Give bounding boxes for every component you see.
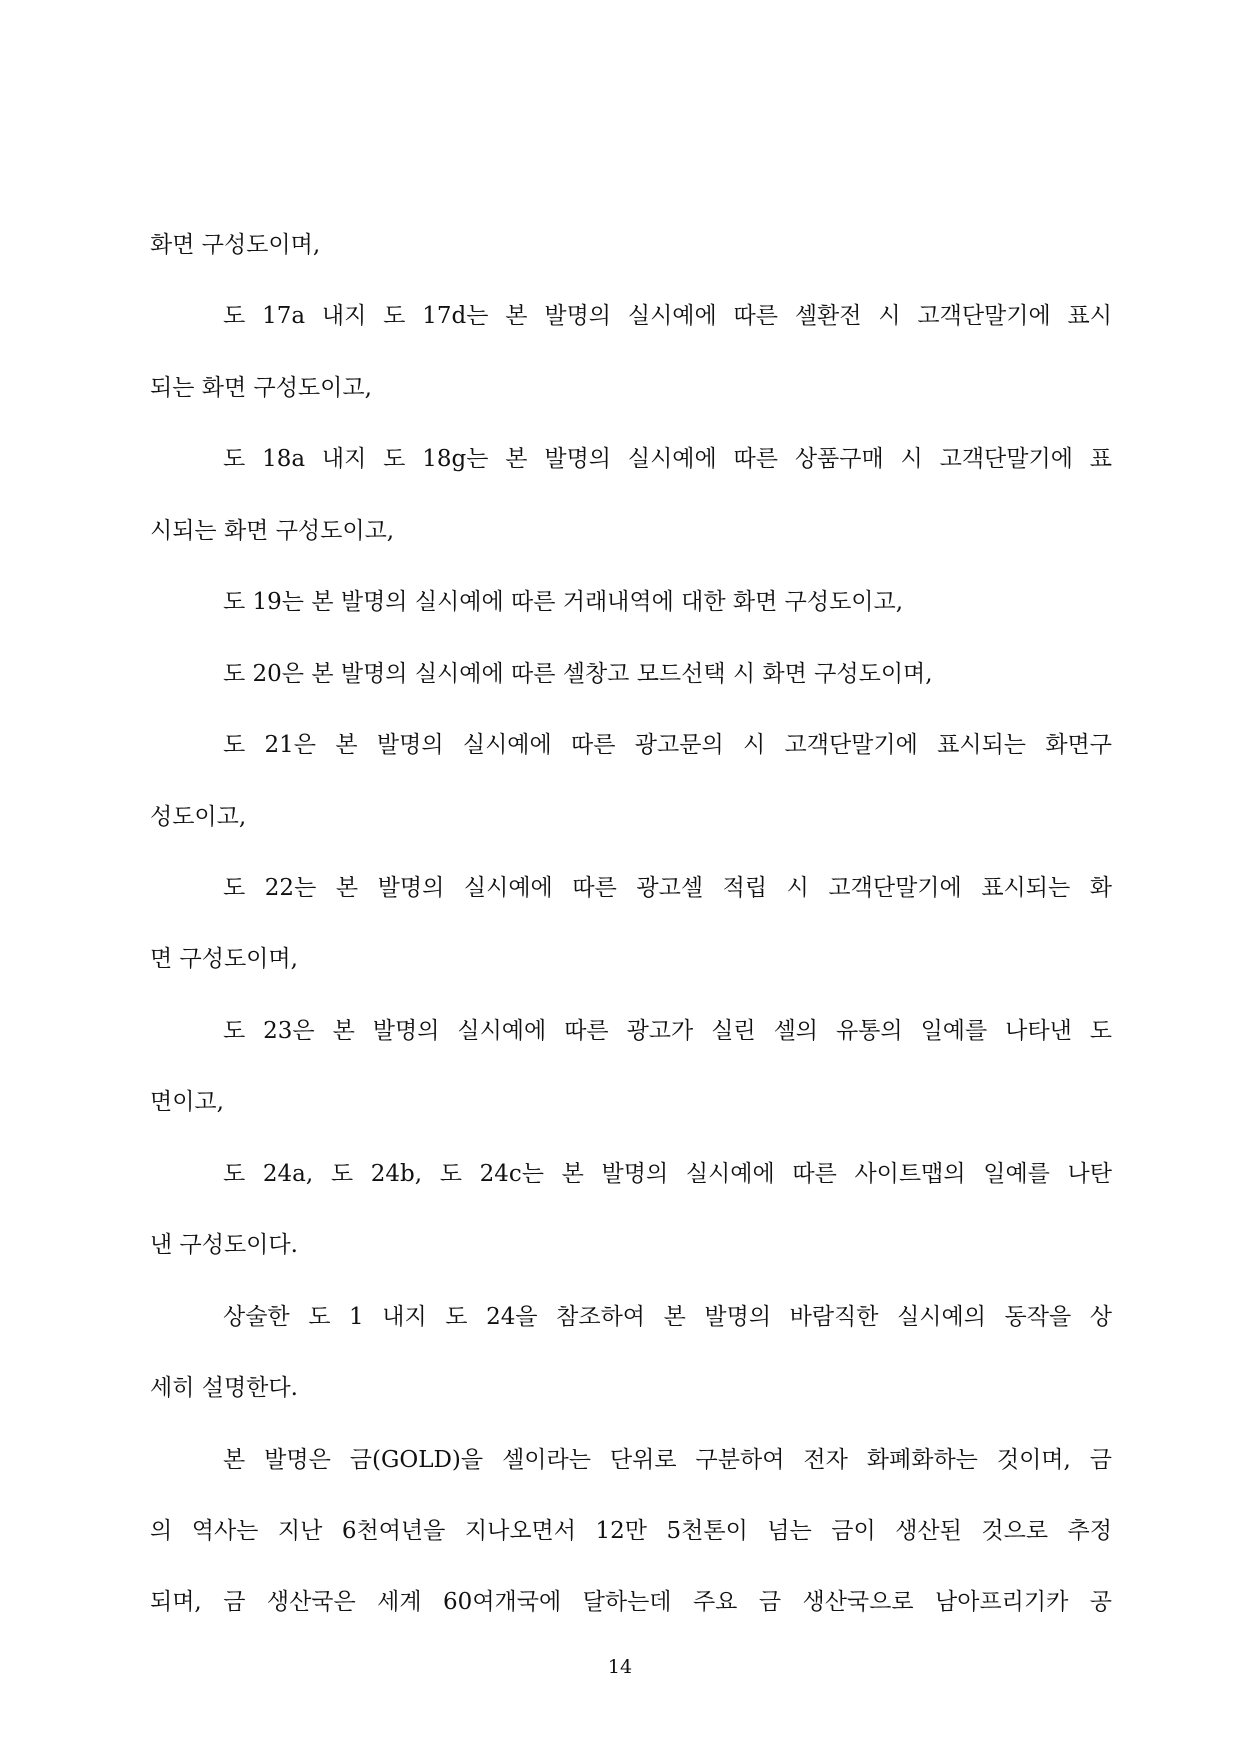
text-line: 본 발명은 금(GOLD)을 셀이라는 단위로 구분하여 전자 화폐화하는 것이며, 금 xyxy=(223,1447,1112,1473)
text-line: 세히 설명한다. xyxy=(150,1375,298,1401)
text-line: 도 20은 본 발명의 실시예에 따른 셀창고 모드선택 시 화면 구성도이며, xyxy=(223,661,933,687)
text-line: 면 구성도이며, xyxy=(150,946,298,972)
text-line: 상술한 도 1 내지 도 24을 참조하여 본 발명의 바람직한 실시예의 동작을 상 xyxy=(223,1304,1112,1330)
text-line: 도 17a 내지 도 17d는 본 발명의 실시예에 따른 셀환전 시 고객단말기에 표시 xyxy=(223,303,1112,329)
text-line: 도 24a, 도 24b, 도 24c는 본 발명의 실시예에 따른 사이트맵의 일예를 나탄 xyxy=(223,1161,1112,1187)
text-line: 화면 구성도이며, xyxy=(150,232,321,258)
text-line: 도 19는 본 발명의 실시예에 따른 거래내역에 대한 화면 구성도이고, xyxy=(223,589,904,615)
text-line: 되는 화면 구성도이고, xyxy=(150,375,372,401)
text-line: 성도이고, xyxy=(150,804,247,830)
text-line: 시되는 화면 구성도이고, xyxy=(150,518,395,544)
page-number: 14 xyxy=(607,1656,633,1678)
text-line: 되며, 금 생산국은 세계 60여개국에 달하는데 주요 금 생산국으로 남아프리기카 공 xyxy=(150,1589,1112,1615)
text-line: 도 23은 본 발명의 실시예에 따른 광고가 실린 셀의 유통의 일예를 나타낸 도 xyxy=(223,1018,1112,1044)
text-line: 면이고, xyxy=(150,1089,224,1115)
text-line: 도 22는 본 발명의 실시예에 따른 광고셀 적립 시 고객단말기에 표시되는 화 xyxy=(223,875,1112,901)
text-line: 도 21은 본 발명의 실시예에 따른 광고문의 시 고객단말기에 표시되는 화면구 xyxy=(223,732,1112,758)
text-line: 낸 구성도이다. xyxy=(150,1232,298,1258)
text-line: 도 18a 내지 도 18g는 본 발명의 실시예에 따른 상품구매 시 고객단말기에 표 xyxy=(223,446,1112,472)
text-line: 의 역사는 지난 6천여년을 지나오면서 12만 5천톤이 넘는 금이 생산된 것으로 추정 xyxy=(150,1518,1112,1544)
